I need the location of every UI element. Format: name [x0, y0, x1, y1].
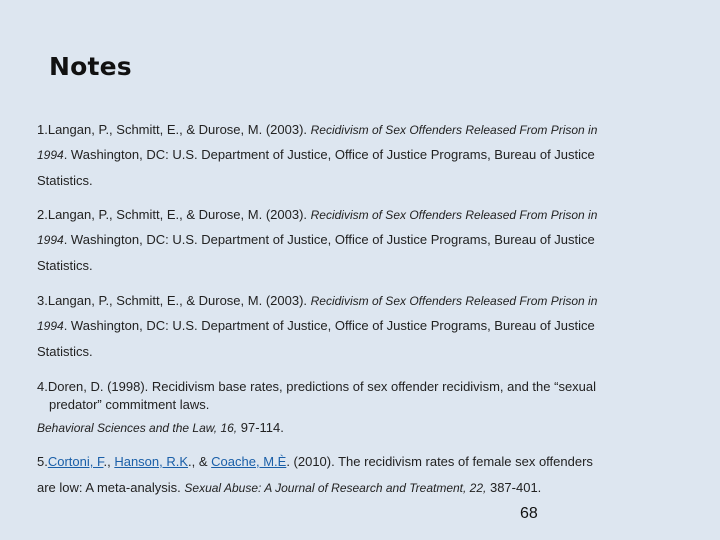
note-4-line-1: 4.Doren, D. (1998). Recidivism base rates, predictions of sex offender recidivism, and the “sexual	[37, 379, 597, 394]
note-title: Recidivism of Sex Offenders Released From Prison in	[310, 123, 598, 137]
separator: ., &	[188, 454, 212, 469]
author-link-cortoni[interactable]: Cortoni, F	[47, 454, 104, 469]
note-title-end: are low: A meta-analysis.	[37, 480, 185, 495]
note-publisher: . Washington, DC: U.S. Department of Justice, Office of Justice Programs, Bureau of Justice	[63, 232, 595, 247]
note-number: 3.	[37, 293, 48, 308]
separator: .,	[103, 454, 115, 469]
note-title: Recidivism of Sex Offenders Released From Prison in	[310, 208, 598, 222]
author-link-coache[interactable]: Coache, M.È	[211, 454, 287, 469]
note-number: 5.	[37, 454, 48, 469]
note-publisher: . Washington, DC: U.S. Department of Justice, Office of Justice Programs, Bureau of Justice	[63, 147, 595, 162]
note-title-year: 1994	[37, 319, 64, 333]
note-authors: Langan, P., Schmitt, E., & Durose, M. (2003).	[47, 207, 311, 222]
note-title: . (2010). The recidivism rates of female sex offenders	[286, 454, 593, 469]
note-publisher-end: Statistics.	[37, 344, 93, 359]
note-journal: Behavioral Sciences and the Law, 16,	[37, 421, 238, 435]
note-pages: 387-401.	[486, 480, 542, 495]
note-title-year: 1994	[37, 148, 64, 162]
note-number: 2.	[37, 207, 48, 222]
note-number: 1.	[37, 122, 48, 137]
note-4-line-2: predator” commitment laws.	[49, 397, 210, 412]
note-publisher-end: Statistics.	[37, 258, 93, 273]
note-journal: Sexual Abuse: A Journal of Research and Treatment, 22,	[184, 481, 487, 495]
page-number: 68	[520, 505, 538, 522]
note-publisher-end: Statistics.	[37, 173, 93, 188]
slide-title: Notes	[49, 52, 132, 81]
note-title: Recidivism of Sex Offenders Released From Prison in	[310, 294, 598, 308]
note-title-year: 1994	[37, 233, 64, 247]
note-authors: Langan, P., Schmitt, E., & Durose, M. (2003).	[47, 122, 311, 137]
note-pages: 97-114.	[237, 420, 284, 435]
note-publisher: . Washington, DC: U.S. Department of Justice, Office of Justice Programs, Bureau of Justice	[63, 318, 595, 333]
note-authors: Langan, P., Schmitt, E., & Durose, M. (2003).	[47, 293, 311, 308]
author-link-hanson[interactable]: Hanson, R.K	[114, 454, 189, 469]
